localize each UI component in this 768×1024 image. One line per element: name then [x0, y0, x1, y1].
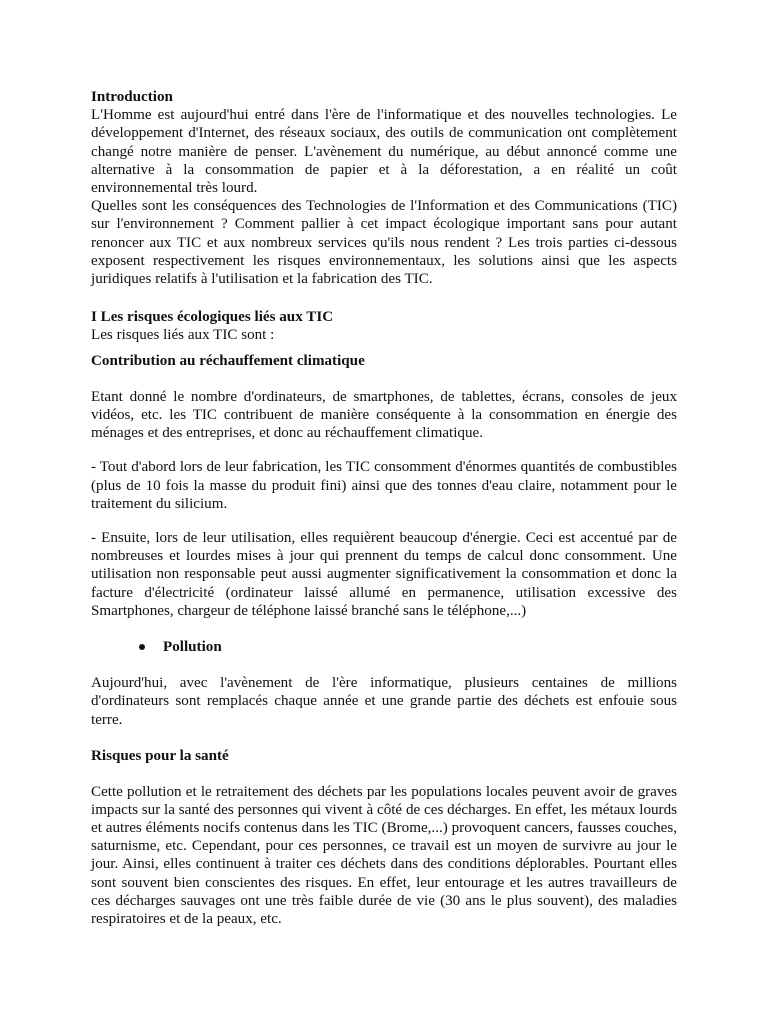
- pollution-paragraph: Aujourd'hui, avec l'avènement de l'ère informatique, plusieurs centaines de millions d'ordinateurs sont remplacés chaque année et une grande partie des déchets est enfouie sous terre.: [91, 675, 677, 728]
- climate-paragraph-devices: Etant donné le nombre d'ordinateurs, de smartphones, de tablettes, écrans, consoles de jeux vidéos, etc. les TIC contribuent de manière conséquente à la consommation en énergie des ménages et des entreprises, et donc au réchauffement climatique.: [91, 388, 677, 442]
- document-page: [91, 88, 677, 928]
- introduction-questions-paragraph: Quelles sont les conséquences des Technologies de l'Information et des Communications (TIC) sur l'environnement ? Comment pallier à cet impact écologique important sans pour autant renoncer aux TIC et aux nombreux services qu'ils nous rendent ? Les trois parties ci-dessous exposent respectivement les risques environnementaux, les solutions ainsi que les aspects juridiques relatifs à l'utilisation et la fabrication des TIC.: [91, 198, 677, 288]
- introduction-heading: Introduction: [91, 89, 173, 105]
- subheading-climate: Contribution au réchauffement climatique: [91, 352, 365, 369]
- bullet-item-pollution: [91, 638, 677, 656]
- bullet-dot-icon: [139, 644, 145, 650]
- health-paragraph: Cette pollution et le retraitement des déchets par les populations locales peuvent avoir de graves impacts sur la santé des personnes qui vivent à côté de ces décharges. En effet, les métaux lourds et autres éléments nocifs contenus dans les TIC (Brome,...) provoquent cancers, fausses couches, saturnisme, etc. Cependant, pour ces personnes, ce travail est un moyen de survivre au jour le jour. Ainsi, elles continuent à traiter ces déchets dans des conditions déplorables. Pourtant elles sont souvent bien conscientes des risques. En effet, leur entourage et les autres travailleurs de ces décharges sauvages ont une très faible durée de vie (30 ans le plus souvent), des maladies respiratoires et de la peaux, etc.: [91, 784, 677, 927]
- climate-paragraph-fabrication: - Tout d'abord lors de leur fabrication, les TIC consomment d'énormes quantités de combustibles (plus de 10 fois la masse du produit fini) ainsi que des tonnes d'eau claire, notamment pour le traitement du silicium.: [91, 459, 677, 512]
- introduction-paragraph: L'Homme est aujourd'hui entré dans l'ère de l'informatique et des nouvelles technologies. Le développement d'Internet, des réseaux sociaux, des outils de communication ont complètement changé notre manière de penser. L'avènement du numérique, au début annoncé comme une alternative à la consommation de papier et à la déforestation, a en réalité un coût environnemental très lourd.: [91, 107, 677, 197]
- section-heading-risks: I Les risques écologiques liés aux TIC: [91, 309, 334, 326]
- climate-paragraph-usage: - Ensuite, lors de leur utilisation, elles requièrent beaucoup d'énergie. Ceci est accentué par de nombreuses et lourdes mises à jour qui prennent du temps de calcul donc consomment. Une utilisation non responsable peut aussi augmenter significativement la consommation et donc la facture d'électricité (ordinateur laissé allumé en permanence, utilisation excessive des Smartphones, chargeur de téléphone laissé branché sans le téléphone,...): [91, 530, 677, 619]
- subheading-health: Risques pour la santé: [91, 747, 229, 764]
- section-lead-text: Les risques liés aux TIC sont :: [91, 327, 275, 344]
- bullet-label-pollution: Pollution: [163, 639, 222, 656]
